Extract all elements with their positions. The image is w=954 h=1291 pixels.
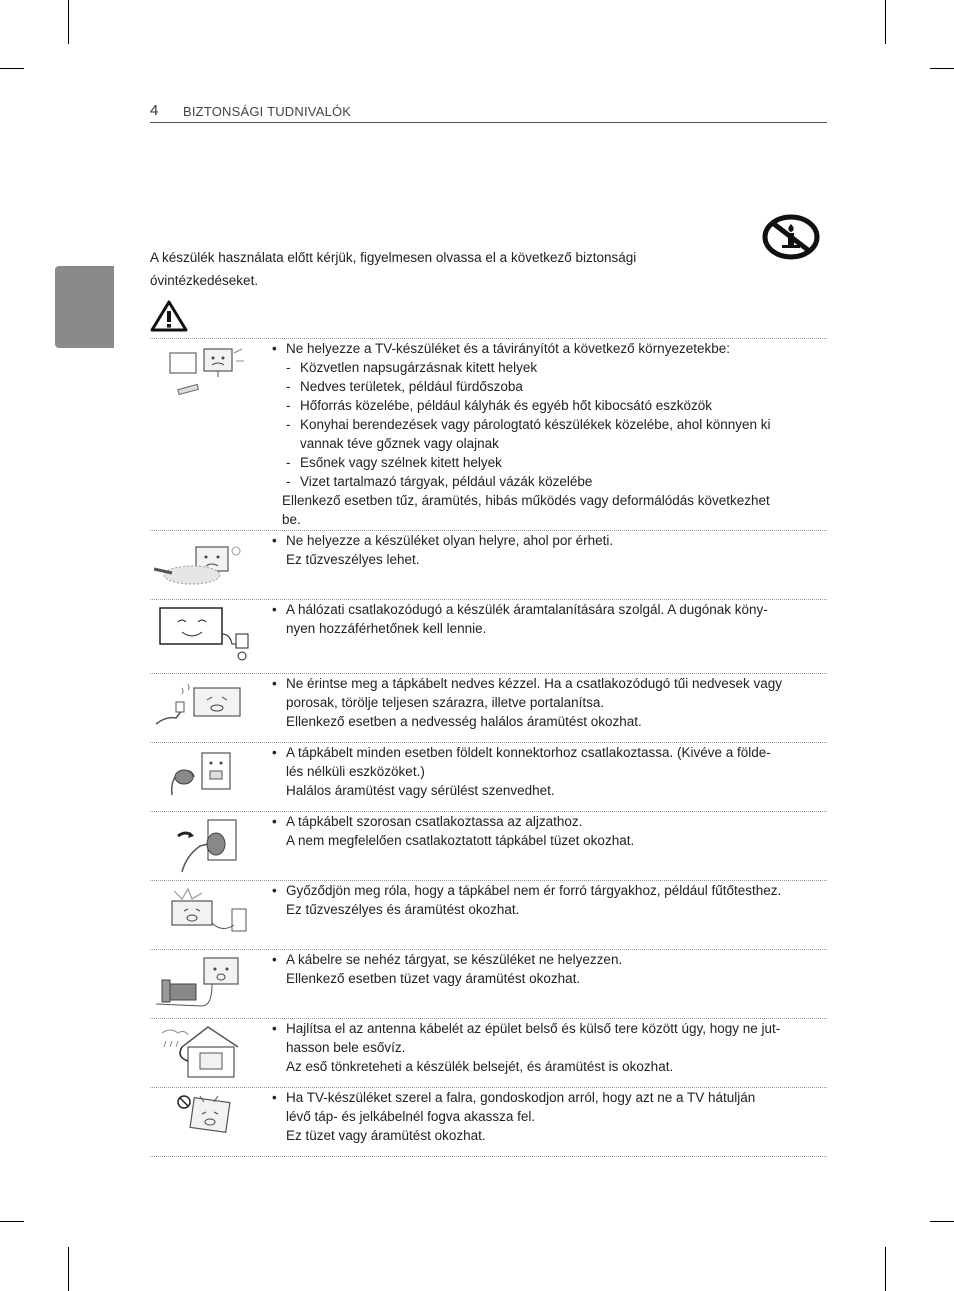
sub-item-text: vannak téve gőznek vagy olajnak <box>300 436 499 451</box>
dash: - <box>286 398 291 413</box>
item-text: Ha TV-készüléket szerel a falra, gondoskodjon arról, hogy azt ne a TV hátulján <box>286 1090 756 1105</box>
crop-mark <box>0 1221 24 1222</box>
bullet: • <box>272 745 277 760</box>
smiling-tv-plug-illustration <box>152 604 257 662</box>
sub-item <box>272 434 827 453</box>
item-text: Ne helyezze a készüléket olyan helyre, ahol por érheti. <box>286 533 614 548</box>
wet-hand-plug-illustration <box>152 678 257 736</box>
item-text: A tápkábelt minden esetben földelt konnektorhoz csatlakoztassa. (Kivéve a földe- <box>286 745 771 760</box>
intro-text <box>150 246 710 292</box>
sub-item <box>272 358 827 377</box>
intro-line: óvintézkedéseket. <box>150 273 259 288</box>
sub-item-text: Esőnek vagy szélnek kitett helyek <box>300 455 502 470</box>
sub-item-text: Hőforrás közelébe, például kályhák és egyéb hőt kibocsátó eszközök <box>300 398 712 413</box>
bullet: • <box>272 1090 277 1105</box>
item-text: lés nélküli eszközöket.) <box>286 764 425 779</box>
bullet: • <box>272 814 277 829</box>
sub-item-text: Közvetlen napsugárzásnak kitett helyek <box>300 360 538 375</box>
sub-item <box>272 415 827 434</box>
crop-mark <box>68 1247 69 1291</box>
item-text: nyen hozzáférhetőnek kell lennie. <box>286 621 487 636</box>
no-open-flame-icon <box>761 211 821 263</box>
dash: - <box>286 379 291 394</box>
item-text: Ne helyezze a TV-készüléket és a távirányítót a következő környezetekbe: <box>286 341 730 356</box>
list-item <box>150 674 827 743</box>
item-text: Az eső tönkreteheti a készülék belsejét, és áramütést is okozhat. <box>286 1059 674 1074</box>
plug-insertion-illustration <box>152 816 257 874</box>
crop-mark <box>930 1221 954 1222</box>
item-text: Ellenkező esetben tűz, áramütés, hibás működés vagy deformálódás következhet <box>282 493 770 508</box>
item-text: A nem megfelelően csatlakoztatott tápkábel tüzet okozhat. <box>286 833 635 848</box>
section-title: BIZTONSÁGI TUDNIVALÓK <box>183 104 352 119</box>
crop-mark <box>885 1247 886 1291</box>
bullet: • <box>272 883 277 898</box>
item-text: Halálos áramütést vagy sérülést szenvedhet. <box>286 783 555 798</box>
crop-mark <box>0 68 24 69</box>
dash: - <box>286 474 291 489</box>
page-header <box>150 102 827 123</box>
item-text: Ellenkező esetben a nedvesség halálos áramütést okozhat. <box>286 714 642 729</box>
sub-item-text: Vizet tartalmazó tárgyak, például vázák közelébe <box>300 474 593 489</box>
list-item <box>150 1019 827 1088</box>
sub-item <box>272 377 827 396</box>
tv-environment-illustration <box>152 343 257 401</box>
hot-object-cable-illustration <box>152 885 257 943</box>
bullet: • <box>272 602 277 617</box>
antenna-cable-rain-illustration <box>152 1023 257 1081</box>
bullet: • <box>272 341 277 356</box>
list-item <box>150 812 827 881</box>
item-text: Hajlítsa el az antenna kábelét az épület belső és külső tere között úgy, hogy ne jut- <box>286 1021 781 1036</box>
sub-item <box>272 453 827 472</box>
list-item <box>150 339 827 531</box>
crop-mark <box>930 68 954 69</box>
list-item <box>150 600 827 674</box>
intro-line: A készülék használata előtt kérjük, figyelmesen olvassa el a következő biztonsági <box>150 250 637 265</box>
item-text: be. <box>282 512 301 527</box>
item-text: A hálózati csatlakozódugó a készülék áramtalanítására szolgál. A dugónak köny- <box>286 602 768 617</box>
dash: - <box>286 360 291 375</box>
item-text: Ez tüzet vagy áramütést okozhat. <box>286 1128 486 1143</box>
item-text: A tápkábelt szorosan csatlakoztassa az aljzathoz. <box>286 814 583 829</box>
sub-item <box>272 472 827 491</box>
item-text: Ez tűzveszélyes és áramütést okozhat. <box>286 902 520 917</box>
crop-mark <box>885 0 886 44</box>
item-text: A kábelre se nehéz tárgyat, se készüléket ne helyezzen. <box>286 952 623 967</box>
crop-mark <box>68 0 69 44</box>
dash: - <box>286 417 291 432</box>
list-item <box>150 881 827 950</box>
bullet: • <box>272 676 277 691</box>
item-text: Ez tűzveszélyes lehet. <box>286 552 420 567</box>
list-item <box>150 950 827 1019</box>
language-side-tab <box>55 266 114 348</box>
sub-item-text: Konyhai berendezések vagy párologtató készülékek közelébe, ahol könnyen ki <box>300 417 771 432</box>
item-text: lévő táp- és jelkábelnél fogva akassza fel. <box>286 1109 536 1124</box>
bullet: • <box>272 533 277 548</box>
list-item <box>150 531 827 600</box>
warning-triangle-icon <box>150 300 188 332</box>
list-item <box>150 1088 827 1157</box>
item-text: hasson bele esővíz. <box>286 1040 406 1055</box>
item-text: Ellenkező esetben tüzet vagy áramütést okozhat. <box>286 971 581 986</box>
grounded-outlet-illustration <box>152 747 257 805</box>
sub-item <box>272 396 827 415</box>
bullet: • <box>272 952 277 967</box>
safety-list <box>150 338 827 1157</box>
item-text: Ne érintse meg a tápkábelt nedves kézzel. Ha a csatlakozódugó tűi nedvesek vagy <box>286 676 783 691</box>
sub-item-text: Nedves területek, például fürdőszoba <box>300 379 523 394</box>
bullet: • <box>272 1021 277 1036</box>
wall-mount-cable-illustration <box>152 1092 257 1150</box>
item-text: porosak, törölje teljesen szárazra, illetve portalanítsa. <box>286 695 605 710</box>
dusty-tv-illustration <box>152 535 257 593</box>
page-number: 4 <box>150 102 159 119</box>
item-text: Győződjön meg róla, hogy a tápkábel nem ér forró tárgyakhoz, például fűtőtesthez. <box>286 883 782 898</box>
heavy-object-on-cable-illustration <box>152 954 257 1012</box>
dash: - <box>286 455 291 470</box>
list-item <box>150 743 827 812</box>
